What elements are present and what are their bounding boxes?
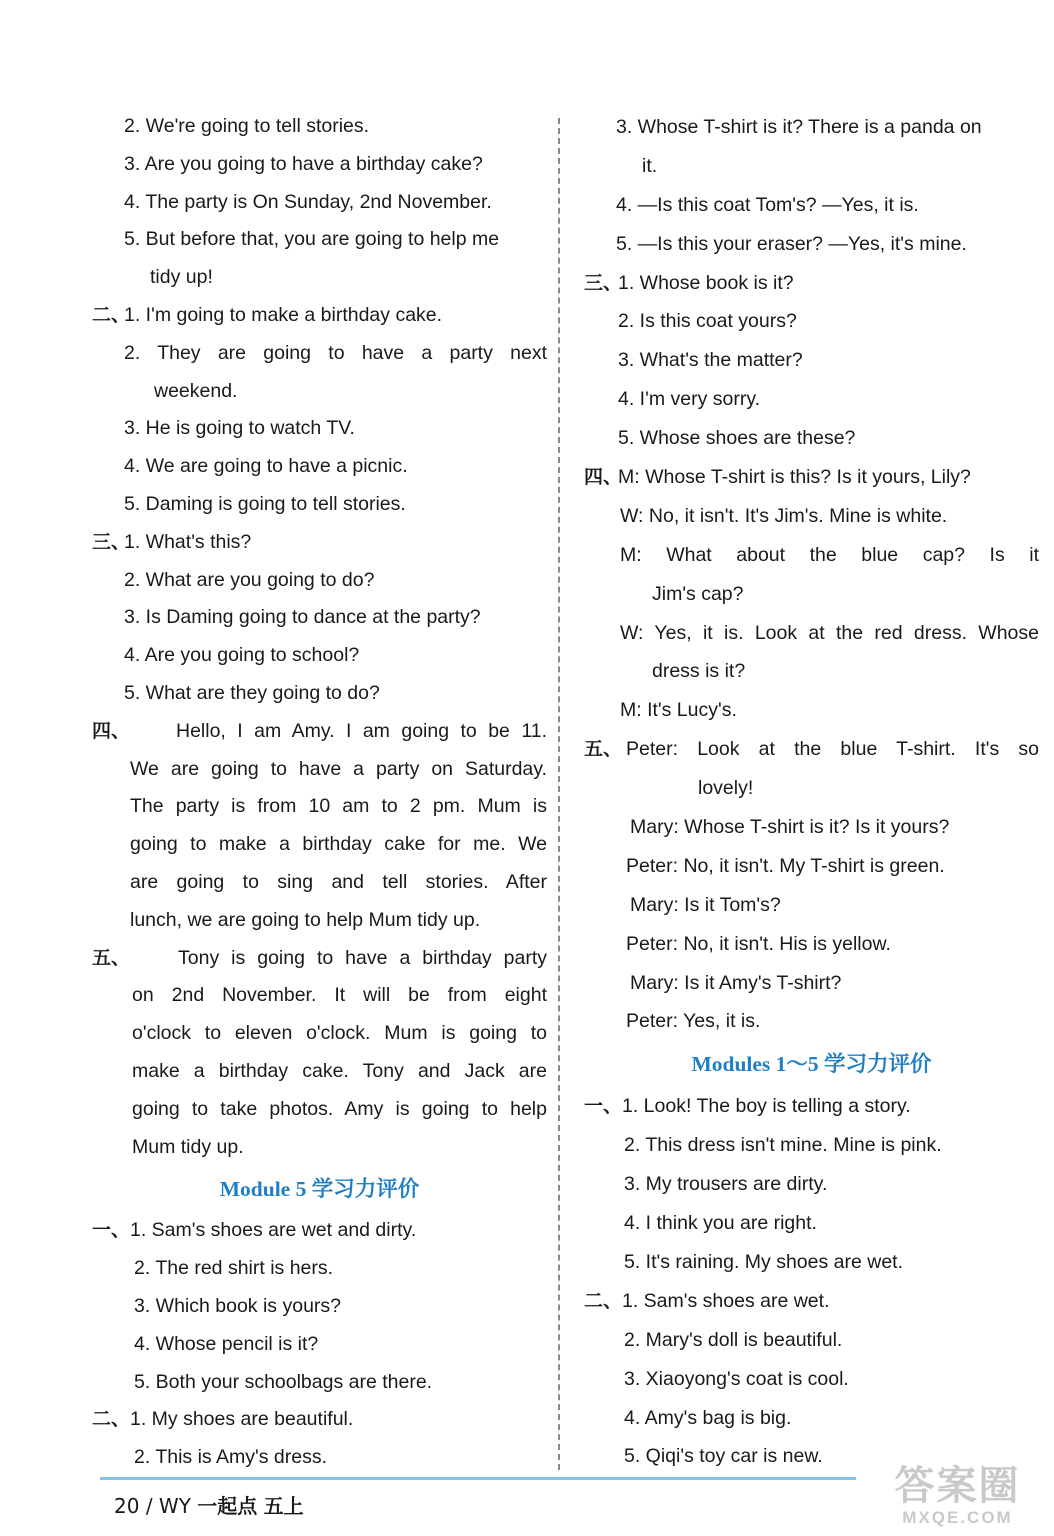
answer-text: 4. We are going to have a picnic.	[124, 455, 408, 478]
answer-text: Jim's cap?	[652, 582, 744, 605]
answer-text: Tony is going to have a birthday party	[178, 946, 547, 969]
answer-text: 4. I think you are right.	[624, 1212, 817, 1235]
answer-line	[92, 335, 547, 373]
answer-line	[92, 373, 547, 411]
answer-line	[584, 536, 1039, 575]
answer-line	[92, 1250, 547, 1288]
answer-line	[584, 419, 1039, 458]
answer-text: Mary: Whose T-shirt is it? Is it yours?	[630, 816, 950, 839]
answer-line	[584, 1002, 1039, 1041]
answer-line	[584, 1087, 1039, 1126]
edition-code: WY	[158, 1494, 191, 1518]
answer-line	[584, 147, 1039, 186]
answer-line	[584, 691, 1039, 730]
answer-text: 3. My trousers are dirty.	[624, 1173, 828, 1196]
answer-text: going to make a birthday cake for me. We	[130, 833, 547, 856]
answer-text: 2. Mary's doll is beautiful.	[624, 1328, 843, 1351]
answer-line	[92, 1212, 547, 1250]
right-column	[584, 108, 1039, 1476]
answer-line	[584, 108, 1039, 147]
answer-text: 3. Is Daming going to dance at the party?	[124, 606, 481, 629]
bottom-rule	[100, 1477, 856, 1480]
answer-line	[584, 225, 1039, 264]
answer-line	[584, 847, 1039, 886]
answer-line	[92, 259, 547, 297]
answer-line	[92, 108, 547, 146]
answer-text: 5. Whose shoes are these?	[618, 427, 856, 450]
answer-line	[92, 1091, 547, 1129]
answer-text: 1. Sam's shoes are wet and dirty.	[130, 1219, 417, 1242]
answer-line	[92, 562, 547, 600]
answer-text: 1. Look! The boy is telling a story.	[622, 1095, 911, 1118]
answer-line	[584, 652, 1039, 691]
answer-text: 2. Is this coat yours?	[618, 310, 797, 333]
answer-text: W: Yes, it is. Look at the red dress. Whose	[620, 621, 1039, 644]
answer-line	[584, 614, 1039, 653]
answer-text: weekend.	[154, 379, 238, 402]
answer-text: 3. He is going to watch TV.	[124, 417, 355, 440]
answer-text: M: What about the blue cap? Is it	[620, 543, 1039, 566]
section-marker: 一、	[92, 1219, 131, 1242]
answer-line	[584, 808, 1039, 847]
answer-text: 3. Which book is yours?	[134, 1294, 342, 1317]
answer-text: 5. Both your schoolbags are there.	[134, 1370, 433, 1393]
left-column	[92, 108, 547, 1477]
answer-line	[584, 925, 1039, 964]
answer-line	[584, 769, 1039, 808]
watermark	[870, 1464, 1045, 1530]
answer-line	[92, 902, 547, 940]
answer-text: M: It's Lucy's.	[620, 699, 737, 722]
answer-text: 1. My shoes are beautiful.	[130, 1408, 354, 1431]
answer-line	[92, 788, 547, 826]
answer-text: 1. What's this?	[124, 530, 252, 553]
answer-text: The party is from 10 am to 2 pm. Mum is	[130, 795, 547, 818]
answer-text: Peter: No, it isn't. His is yellow.	[626, 932, 891, 955]
section-marker: 二、	[584, 1289, 623, 1312]
section-marker: 二、	[92, 1408, 131, 1431]
answer-text: 5. What are they going to do?	[124, 681, 380, 704]
answer-text: 1. Sam's shoes are wet.	[622, 1289, 830, 1312]
answer-text: 3. What's the matter?	[618, 349, 803, 372]
answer-line	[584, 1360, 1039, 1399]
answer-text: Mary: Is it Tom's?	[630, 893, 781, 916]
answer-text: are going to sing and tell stories. After	[130, 870, 547, 893]
series-name: 一起点	[197, 1494, 258, 1518]
section-heading: Module 5 学习力评价	[219, 1177, 420, 1202]
answer-line	[584, 1165, 1039, 1204]
answer-text: 2. This dress isn't mine. Mine is pink.	[624, 1134, 942, 1157]
answer-line	[92, 486, 547, 524]
answer-line	[92, 864, 547, 902]
answer-line	[584, 264, 1039, 303]
section-marker: 三、	[92, 530, 131, 553]
answer-line	[92, 146, 547, 184]
column-divider	[558, 118, 560, 1470]
answer-line	[92, 448, 547, 486]
grade-label: 五上	[263, 1494, 304, 1518]
answer-text: 3. Are you going to have a birthday cake?	[124, 152, 483, 175]
answer-line	[92, 524, 547, 562]
answer-text: Peter: No, it isn't. My T-shirt is green.	[626, 854, 945, 877]
answer-text: 4. I'm very sorry.	[618, 388, 761, 411]
answer-line	[584, 730, 1039, 769]
section-marker: 五、	[92, 946, 131, 969]
answer-text: 3. Xiaoyong's coat is cool.	[624, 1367, 849, 1390]
answer-line	[92, 1439, 547, 1477]
answer-text: lovely!	[698, 777, 754, 800]
answer-text: going to take photos. Amy is going to help	[132, 1097, 547, 1120]
answer-line	[92, 940, 547, 978]
answer-line	[92, 977, 547, 1015]
answer-line	[92, 751, 547, 789]
answer-text: 4. —Is this coat Tom's? —Yes, it is.	[616, 193, 919, 216]
footer-separator: /	[145, 1494, 153, 1518]
answer-text: it.	[642, 154, 658, 177]
answer-line	[92, 675, 547, 713]
answer-line	[92, 599, 547, 637]
answer-text: Peter: Yes, it is.	[626, 1010, 761, 1033]
answer-line	[584, 575, 1039, 614]
page-number: 20	[114, 1494, 140, 1518]
section-marker: 四、	[92, 719, 131, 742]
answer-text: Hello, I am Amy. I am going to be 11.	[176, 719, 547, 742]
answer-line	[584, 497, 1039, 536]
answer-line	[92, 637, 547, 675]
answer-text: 4. Are you going to school?	[124, 644, 360, 667]
answer-line	[92, 184, 547, 222]
answer-line	[584, 964, 1039, 1003]
answer-line	[584, 1204, 1039, 1243]
answer-text: 4. Whose pencil is it?	[134, 1332, 319, 1355]
answer-text: 1. Whose book is it?	[618, 271, 794, 294]
answer-line	[584, 1282, 1039, 1321]
answer-line	[92, 1401, 547, 1439]
answer-text: 2. They are going to have a party next	[124, 341, 547, 364]
answer-text: 4. Amy's bag is big.	[624, 1406, 792, 1429]
answer-text: Peter: Look at the blue T-shirt. It's so	[626, 738, 1039, 761]
answer-line	[584, 1399, 1039, 1438]
answer-text: 3. Whose T-shirt is it? There is a panda on	[616, 116, 982, 138]
answer-line	[584, 1321, 1039, 1360]
answer-text: We are going to have a party on Saturday.	[130, 757, 547, 780]
answer-line	[92, 1364, 547, 1402]
answer-line	[584, 886, 1039, 925]
answer-line	[584, 186, 1039, 225]
watermark-url: MXQE.COM	[902, 1508, 1013, 1527]
answer-line	[92, 1326, 547, 1364]
answer-text: o'clock to eleven o'clock. Mum is going to	[132, 1022, 547, 1045]
answer-text: tidy up!	[150, 266, 213, 289]
section-marker: 三、	[584, 271, 623, 294]
answer-text: 4. The party is On Sunday, 2nd November.	[124, 190, 492, 213]
answer-line	[584, 302, 1039, 341]
answer-line	[92, 297, 547, 335]
answer-text: 5. Daming is going to tell stories.	[124, 492, 406, 515]
answer-text: on 2nd November. It will be from eight	[132, 984, 547, 1007]
answer-text: 5. Qiqi's toy car is new.	[624, 1445, 823, 1468]
watermark-logo-text: 答案圈	[894, 1463, 1021, 1509]
section-marker: 五、	[584, 738, 623, 761]
answer-line	[92, 221, 547, 259]
answer-text: 5. It's raining. My shoes are wet.	[624, 1250, 904, 1273]
answer-line	[92, 1288, 547, 1326]
section-marker: 四、	[584, 466, 623, 489]
answer-text: 2. The red shirt is hers.	[134, 1257, 334, 1280]
answer-text: 2. This is Amy's dress.	[134, 1446, 328, 1469]
answer-text: Mum tidy up.	[132, 1135, 244, 1158]
answer-text: 1. I'm going to make a birthday cake.	[124, 303, 443, 326]
answer-line	[584, 1126, 1039, 1165]
answer-line	[584, 458, 1039, 497]
page-footer	[114, 1490, 304, 1519]
answer-line	[92, 713, 547, 751]
answer-text: dress is it?	[652, 660, 746, 683]
answer-text: 5. —Is this your eraser? —Yes, it's mine.	[616, 232, 967, 255]
answer-line	[584, 380, 1039, 419]
answer-line	[92, 826, 547, 864]
answer-line	[584, 1243, 1039, 1282]
answer-text: 5. But before that, you are going to help me	[124, 228, 500, 251]
answer-text: 2. We're going to tell stories.	[124, 115, 370, 137]
section-marker: 一、	[584, 1095, 623, 1118]
answer-text: W: No, it isn't. It's Jim's. Mine is white.	[620, 504, 948, 527]
section-heading: Modules 1～5 学习力评价	[691, 1052, 932, 1077]
answer-text: lunch, we are going to help Mum tidy up.	[130, 908, 481, 931]
answer-text: make a birthday cake. Tony and Jack are	[132, 1059, 547, 1082]
answer-line	[584, 341, 1039, 380]
answer-text: 2. What are you going to do?	[124, 568, 375, 591]
answer-line	[92, 1053, 547, 1091]
section-marker: 二、	[92, 303, 131, 326]
answer-line	[92, 410, 547, 448]
answer-line	[92, 1129, 547, 1167]
answer-text: Mary: Is it Amy's T-shirt?	[630, 971, 842, 994]
answer-line	[92, 1015, 547, 1053]
answer-text: M: Whose T-shirt is this? Is it yours, Lily?	[618, 466, 971, 489]
